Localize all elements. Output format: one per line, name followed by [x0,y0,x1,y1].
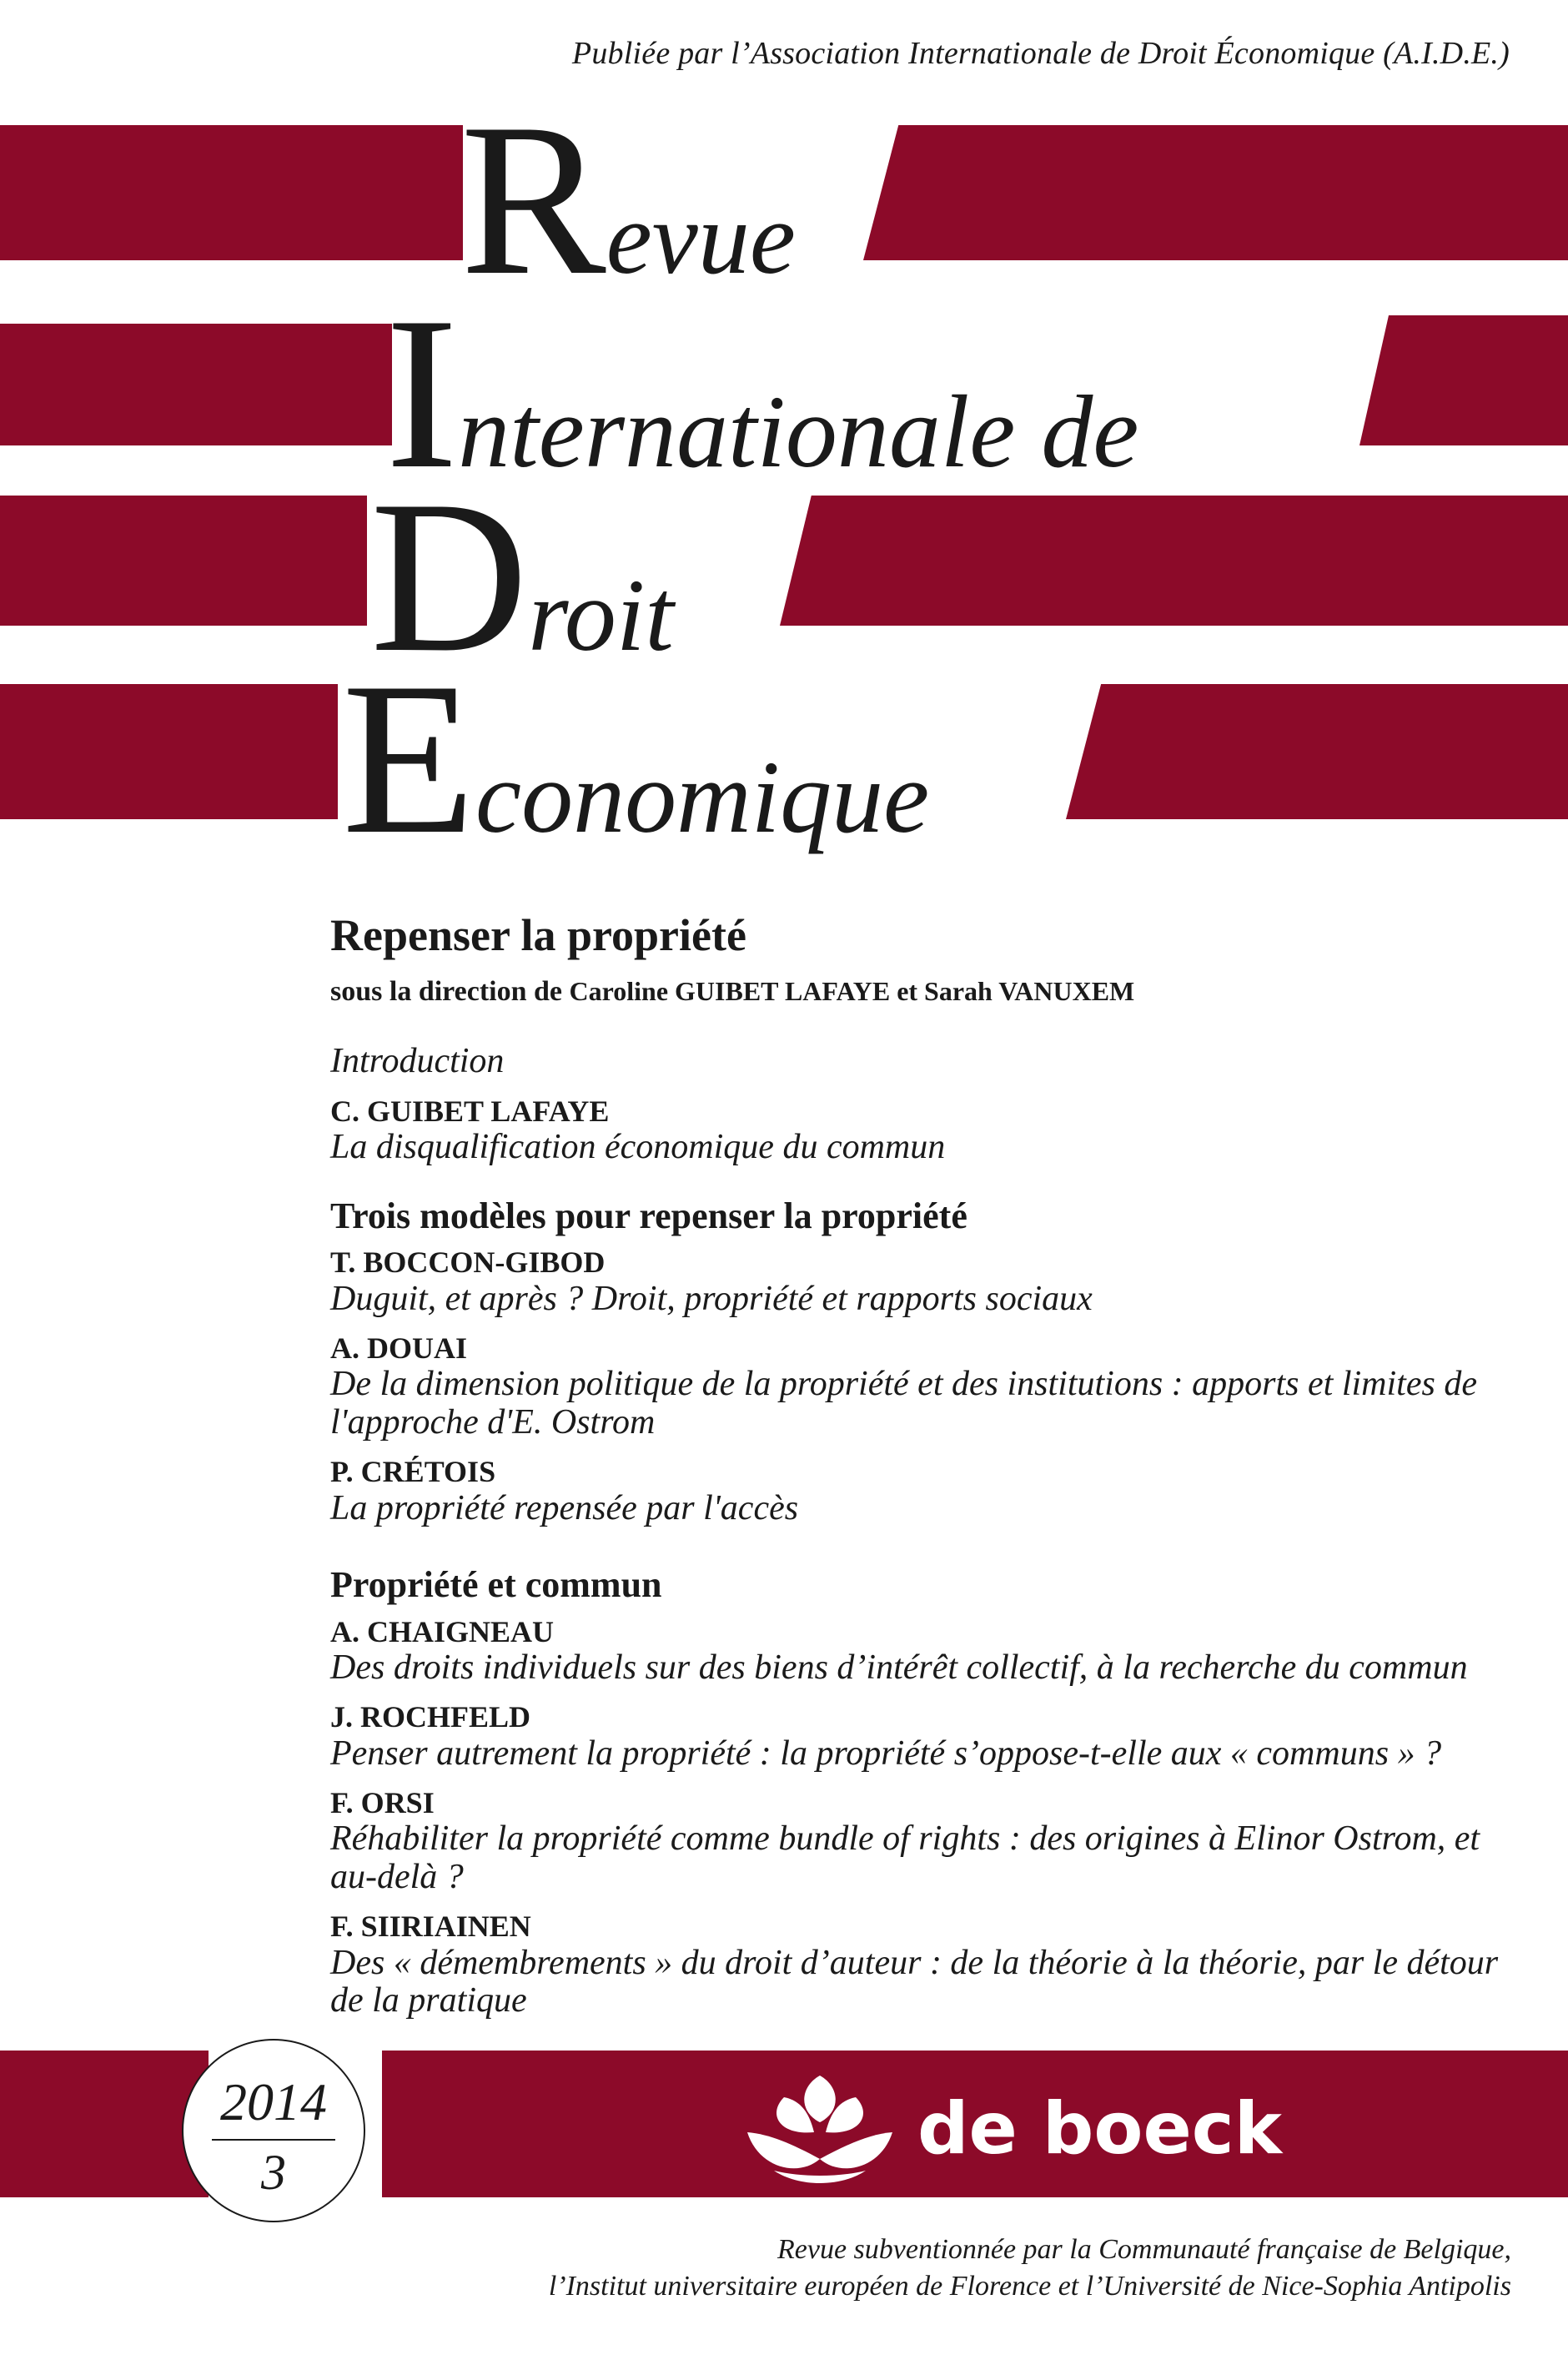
article-author: A. DOUAI [330,1331,468,1366]
masthead-band-1-left [0,125,463,260]
masthead-band-2-left [0,324,392,445]
article-author: T. BOCCON-GIBOD [330,1245,606,1280]
masthead-line-revue [460,78,796,320]
section-title: Propriété et commun [330,1563,662,1605]
publisher-line: Publiée par l’Association Internationale de Droit Économique (A.I.D.E.) [571,36,1510,71]
article-title: Duguit, et après ? Droit, propriété et rapports sociaux [330,1279,1093,1318]
article-author: A. CHAIGNEAU [330,1614,555,1648]
volume-badge [182,2039,365,2222]
volume-number: 3 [261,2145,286,2200]
article-title: La propriété repensée par l'accès [330,1488,799,1527]
article-title: La disqualification économique du commun [330,1128,946,1167]
issue-title: Repenser la propriété [330,910,746,960]
section-title: Trois modèles pour repenser la propriété [330,1195,967,1236]
table-of-contents [330,909,1515,2020]
masthead-word: evue [606,181,796,295]
bottom-band-left [0,2051,209,2197]
volume-divider [212,2139,335,2141]
footer-line-2: l’Institut universitaire européen de Florence et l’Université de Nice-Sophia Antipolis [548,2271,1511,2302]
article-author: J. ROCHFELD [330,1700,531,1734]
article-author: C. GUIBET LAFAYE [330,1094,610,1128]
masthead-band-1-right [863,125,1568,260]
intro-label: Introduction [330,1042,505,1080]
article-author: F. SIIRIAINEN [330,1910,531,1944]
de-boeck-logo [741,2072,1282,2184]
masthead-band-4-right [1066,684,1568,819]
volume-year: 2014 [220,2072,327,2131]
masthead-capital: E [342,637,476,879]
article-author: F. ORSI [330,1786,435,1820]
direction-prefix: sous la direction de [330,976,563,1007]
masthead-word: conomique [475,740,930,854]
footer-line-1: Revue subventionnée par la Communauté française de Belgique, [777,2234,1511,2265]
article-title: Penser autrement la propriété : la propriété s’oppose-t-elle aux « communs » ? [330,1734,1442,1773]
masthead-capital: R [460,78,606,320]
issue-editors: Caroline GUIBET LAFAYE et Sarah VANUXEM [569,976,1135,1006]
masthead-band-3-right [780,496,1568,626]
masthead-band-4-left [0,684,338,819]
article-title: Des droits individuels sur des biens d’intérêt collectif, à la recherche du commun [330,1648,1468,1687]
masthead-band-2-right [1359,315,1568,445]
masthead-capital: I [385,272,459,514]
article-title: Des « démembrements » du droit d’auteur : de la théorie à la théorie, par le détour de la pratique [330,1943,1499,2020]
de-boeck-wordmark: de boeck [917,2087,1282,2171]
footer-note [549,2232,1511,2305]
article-author: P. CRÉTOIS [330,1455,496,1489]
de-boeck-leaf-logo-icon [741,2072,899,2184]
issue-direction [330,976,1515,1008]
masthead-capital: D [370,455,529,697]
article-title: De la dimension politique de la propriété et des institutions : apports et limites de l'approche d'E. Ostrom [330,1365,1477,1442]
masthead-band-3-left [0,496,367,626]
masthead-line-economique [342,637,930,879]
masthead-word: nternationale de [458,375,1139,489]
article-title: Réhabiliter la propriété comme bundle of rights : des origines à Elinor Ostrom, et au-delà ? [330,1819,1480,1896]
masthead-word: roit [528,558,674,672]
